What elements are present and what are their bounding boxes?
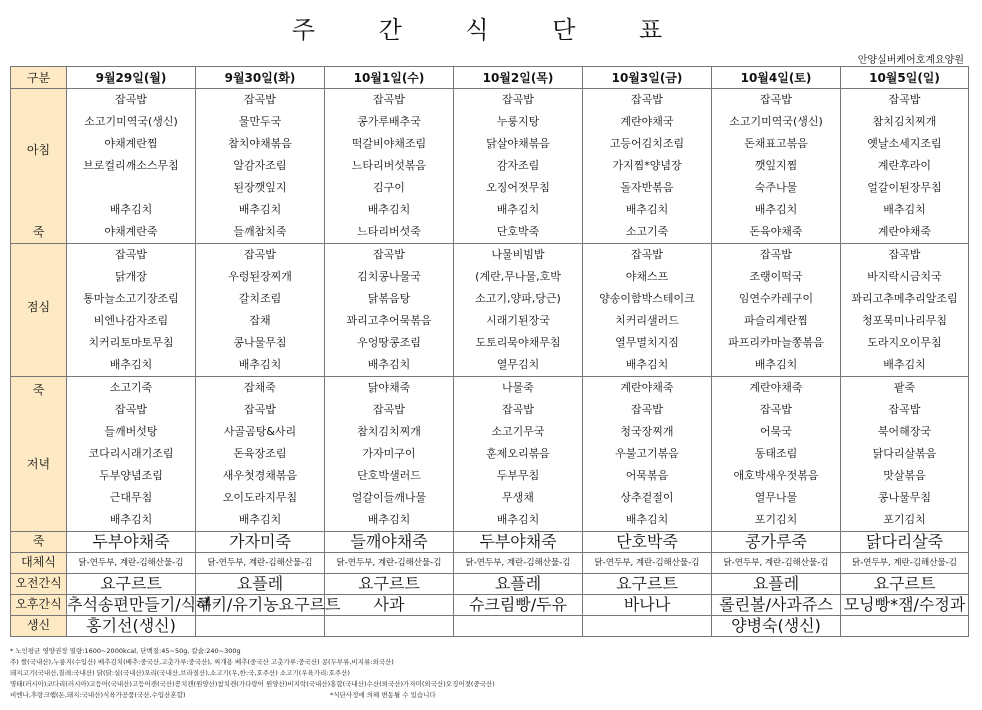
menu-item: 가자미죽 bbox=[229, 532, 291, 551]
menu-item: 물만두국 bbox=[238, 115, 282, 128]
menu-item bbox=[454, 616, 582, 636]
header-row bbox=[11, 67, 969, 89]
substitute-cell bbox=[841, 553, 969, 574]
lunch-label: 점심 bbox=[26, 300, 51, 314]
menu-item: 소고기죽 bbox=[109, 381, 153, 394]
menu-item: 깻잎지찜 bbox=[754, 159, 798, 172]
menu-item: 추석송편만들기/식혜 bbox=[67, 595, 212, 614]
lunch-cell bbox=[583, 244, 712, 377]
pm-snack-cell bbox=[325, 595, 454, 616]
footnote-line: 명태(러시아)코다리(러시아)고등어(국내산)고등어캔(국산)꽁치캔(원양산)참치캔(가다랑어 원양산)비지락(국내산)홍합(국내산)수산(외국산)가자미(외국산)오징어젓(중국산) bbox=[10, 680, 495, 688]
day-header: 9월30일(화) bbox=[196, 67, 325, 89]
menu-item: 갈치조림 bbox=[238, 292, 282, 305]
menu-item: 브로컬리깨소스무침 bbox=[83, 159, 179, 172]
menu-item: 어묵국 bbox=[760, 425, 792, 438]
menu-item: 훈제오리볶음 bbox=[486, 447, 550, 460]
menu-item: 닭-연두부, 계란-김해산물-김 bbox=[78, 558, 184, 568]
menu-item: 잡곡밥 bbox=[888, 93, 921, 106]
pm-snack-cell bbox=[583, 595, 712, 616]
menu-item: 돈육장조림 bbox=[233, 447, 287, 460]
menu-item: 도라지오이무침 bbox=[867, 336, 942, 349]
evening-porridge-cell bbox=[712, 532, 841, 553]
menu-item bbox=[841, 616, 968, 636]
menu-item: 들깨야채죽 bbox=[350, 532, 428, 551]
organization-name: 안양실버케어호계요양원 bbox=[857, 55, 964, 66]
breakfast-cell bbox=[454, 89, 583, 244]
menu-item: 요구르트 bbox=[100, 574, 162, 593]
birthday-cell bbox=[67, 616, 196, 637]
menu-item: 배추김치 bbox=[496, 513, 540, 526]
lunch-cell bbox=[67, 244, 196, 377]
dinner-porridge-label: 죽 bbox=[32, 383, 45, 397]
menu-item: 열무나물 bbox=[754, 491, 798, 504]
menu-item: 느타리버섯볶음 bbox=[351, 159, 427, 172]
menu-item: 우렁된장찌개 bbox=[228, 270, 292, 283]
menu-item: 양병숙(생신) bbox=[731, 616, 821, 635]
pm-snack-cell bbox=[712, 595, 841, 616]
menu-item: 들깨참치죽 bbox=[233, 225, 287, 238]
menu-item: 김치콩나물국 bbox=[357, 270, 421, 283]
menu-item: 두부야채죽 bbox=[479, 532, 557, 551]
evening-porridge-cell bbox=[67, 532, 196, 553]
menu-item: 잡채죽 bbox=[244, 381, 276, 394]
menu-item: 느타리버섯죽 bbox=[357, 225, 421, 238]
am-snack-cell bbox=[712, 574, 841, 595]
substitute-cell bbox=[67, 553, 196, 574]
menu-item bbox=[325, 616, 453, 636]
menu-item: 된장깻잎지 bbox=[233, 181, 287, 194]
menu-item: 소고기미역국(생신) bbox=[729, 115, 823, 128]
dinner-row bbox=[11, 377, 969, 532]
menu-item: 잡곡밥 bbox=[888, 248, 921, 261]
menu-item: 잡곡밥 bbox=[115, 248, 147, 261]
dinner-cell bbox=[196, 377, 325, 532]
birthday-cell bbox=[196, 616, 325, 637]
menu-item: 파프리카마늘쫑볶음 bbox=[728, 336, 824, 349]
pm-snack-cell bbox=[841, 595, 969, 616]
day-header: 10월5일(일) bbox=[841, 67, 969, 89]
menu-item: 배추김치 bbox=[883, 203, 926, 216]
menu-item: 배추김치 bbox=[109, 358, 153, 371]
menu-item: 닭-연두부, 계란-김해산물-김 bbox=[336, 558, 442, 568]
menu-item: 닭야채죽 bbox=[367, 381, 411, 394]
birthday-cell bbox=[712, 616, 841, 637]
menu-item: 소고기,양파,당근) bbox=[475, 292, 561, 305]
lunch-cell bbox=[196, 244, 325, 377]
menu-item: 배추김치 bbox=[109, 203, 153, 216]
menu-item: 닭다리살볶음 bbox=[872, 447, 937, 460]
menu-item: 요구르트 bbox=[873, 574, 936, 593]
lunch-cell bbox=[325, 244, 454, 377]
menu-item: 배추김치 bbox=[625, 358, 669, 371]
menu-item: 닭-연두부, 계란-김해산물-김 bbox=[207, 558, 313, 568]
menu-item: 배추김치 bbox=[883, 358, 926, 371]
menu-item: 슈크림빵/두유 bbox=[468, 595, 568, 614]
menu-item: 잡곡밥 bbox=[244, 93, 276, 106]
menu-item: 소고기무국 bbox=[491, 425, 545, 438]
menu-item: 잡채 bbox=[249, 314, 271, 327]
pm-snack-label: 오후간식 bbox=[11, 595, 67, 616]
breakfast-cell bbox=[712, 89, 841, 244]
menu-item: 홍기선(생신) bbox=[86, 616, 176, 635]
menu-item: 잡곡밥 bbox=[115, 403, 147, 416]
menu-item: 사골곰탕&사리 bbox=[223, 425, 297, 438]
menu-item: 배추김치 bbox=[367, 358, 411, 371]
menu-item: 소고기죽 bbox=[625, 225, 669, 238]
menu-item: 누룽지탕 bbox=[496, 115, 540, 128]
menu-item: 알감자조림 bbox=[233, 159, 287, 172]
menu-item: 오징어젓무침 bbox=[486, 181, 550, 194]
menu-item: 계란야채국 bbox=[620, 115, 674, 128]
menu-item: 참치김치찌개 bbox=[357, 425, 421, 438]
menu-item: 닭다리살죽 bbox=[865, 532, 944, 551]
am-snack-cell bbox=[841, 574, 969, 595]
menu-item: 배추김치 bbox=[238, 358, 282, 371]
menu-item: (계란,무나물,호박 bbox=[475, 270, 561, 283]
menu-item: 무생채 bbox=[502, 491, 534, 504]
day-header: 10월4일(토) bbox=[712, 67, 841, 89]
menu-item: 파슬리계란찜 bbox=[744, 314, 808, 327]
menu-item: 잡곡밥 bbox=[244, 403, 276, 416]
menu-item: 비엔나감자조림 bbox=[93, 314, 169, 327]
substitute-cell bbox=[712, 553, 841, 574]
menu-item: 바나나 bbox=[623, 595, 671, 614]
birthday-label: 생신 bbox=[11, 616, 67, 637]
evening-porridge-row bbox=[11, 532, 969, 553]
menu-item: 들깨버섯탕 bbox=[104, 425, 158, 438]
menu-item: 가지찜*양념장 bbox=[612, 159, 682, 172]
menu-item: 옛날소세지조림 bbox=[867, 137, 942, 150]
evening-porridge-cell bbox=[583, 532, 712, 553]
dinner-cell bbox=[67, 377, 196, 532]
menu-item: 닭-연두부, 계란-김해산물-김 bbox=[852, 558, 957, 568]
footnote-line: * 노인평균 영양권장 열량:1600~2000kcal, 단백질:45~50g, 칼슘:240~300g bbox=[10, 647, 241, 655]
menu-item: 오이도라지무침 bbox=[222, 491, 298, 504]
menu-item: 애호박새우젓볶음 bbox=[733, 469, 819, 482]
menu-item: 계란야채죽 bbox=[749, 381, 803, 394]
menu-item: 청국장찌개 bbox=[620, 425, 674, 438]
breakfast-cell bbox=[325, 89, 454, 244]
menu-item: 맛살볶음 bbox=[883, 469, 926, 482]
menu-item: 잡곡밥 bbox=[760, 248, 792, 261]
dinner-cell bbox=[712, 377, 841, 532]
lunch-row bbox=[11, 244, 969, 377]
menu-item: 잡곡밥 bbox=[502, 403, 534, 416]
birthday-cell bbox=[325, 616, 454, 637]
menu-item: 조랭이떡국 bbox=[749, 270, 803, 283]
menu-item: 잡곡밥 bbox=[502, 93, 534, 106]
menu-item: 롤린볼/사과쥬스 bbox=[719, 595, 833, 614]
evening-porridge-cell bbox=[454, 532, 583, 553]
menu-item: 얼갈이된장무침 bbox=[867, 181, 942, 194]
menu-item: 꽈리고추어묵볶음 bbox=[346, 314, 432, 327]
footnotes bbox=[10, 646, 970, 701]
birthday-cell bbox=[841, 616, 969, 637]
menu-item: 통마늘소고기장조림 bbox=[83, 292, 179, 305]
menu-item: 나물비빔밥 bbox=[491, 248, 545, 261]
menu-item: 잡곡밥 bbox=[115, 93, 147, 106]
menu-item: 두부양념조림 bbox=[99, 469, 163, 482]
menu-item: 콩가루죽 bbox=[745, 532, 807, 551]
evening-porridge-cell bbox=[325, 532, 454, 553]
birthday-row bbox=[11, 616, 969, 637]
menu-item: 계란야채죽 bbox=[877, 225, 932, 238]
day-header: 9월29일(월) bbox=[67, 67, 196, 89]
menu-item: 우불고기볶음 bbox=[615, 447, 679, 460]
menu-item: 양송이함박스테이크 bbox=[599, 292, 695, 305]
dinner-cell bbox=[325, 377, 454, 532]
menu-item: 요플레 bbox=[494, 574, 542, 593]
menu-item: 계란후라이 bbox=[877, 159, 932, 172]
lunch-cell bbox=[841, 244, 969, 377]
menu-item: 배추김치 bbox=[754, 203, 798, 216]
menu-item: 배추김치 bbox=[109, 513, 153, 526]
menu-item: 요구르트 bbox=[616, 574, 678, 593]
menu-item: 소고기미역국(생신) bbox=[84, 115, 178, 128]
dinner-label: 저녁 bbox=[26, 457, 51, 471]
menu-item: 콩가루배추국 bbox=[357, 115, 421, 128]
am-snack-cell bbox=[67, 574, 196, 595]
menu-item: 닭개장 bbox=[115, 270, 147, 283]
dinner-cell bbox=[583, 377, 712, 532]
menu-item: 모닝빵*잼/수정과 bbox=[843, 595, 966, 614]
am-snack-cell bbox=[325, 574, 454, 595]
menu-item bbox=[583, 616, 711, 636]
menu-item: 코다리시래기조림 bbox=[88, 447, 174, 460]
substitute-cell bbox=[325, 553, 454, 574]
menu-item: 배추김치 bbox=[625, 513, 669, 526]
breakfast-cell bbox=[583, 89, 712, 244]
menu-item: 잡곡밥 bbox=[760, 93, 792, 106]
footnote-line: 돼지고기(국내산,칠레:국내산) 닭(닭:실(국내산)오리(국내산,브라질산),소고기(우,한:국,호주산) 소고기(우육가리:호주산) bbox=[10, 669, 350, 677]
menu-item: 열무멸치지짐 bbox=[615, 336, 679, 349]
menu-item: 배추김치 bbox=[367, 203, 411, 216]
day-header: 10월2일(목) bbox=[454, 67, 583, 89]
menu-item: 치커리샐러드 bbox=[615, 314, 679, 327]
menu-item: 닭-연두부, 계란-김해산물-김 bbox=[594, 558, 700, 568]
evening-porridge-cell bbox=[841, 532, 969, 553]
menu-item: 돌자반볶음 bbox=[620, 181, 674, 194]
menu-item: 요플레 bbox=[236, 574, 284, 593]
day-header: 10월3일(금) bbox=[583, 67, 712, 89]
menu-item: 야채스프 bbox=[625, 270, 669, 283]
breakfast-row bbox=[11, 89, 969, 244]
menu-item: 돈육야채죽 bbox=[749, 225, 803, 238]
breakfast-label: 아침 bbox=[26, 143, 51, 157]
am-snack-cell bbox=[454, 574, 583, 595]
am-snack-row bbox=[11, 574, 969, 595]
menu-item: 쿠키/유기농요구르트 bbox=[196, 595, 341, 614]
birthday-cell bbox=[454, 616, 583, 637]
breakfast-porridge-label: 죽 bbox=[32, 225, 45, 239]
menu-item: 야채계란찜 bbox=[104, 137, 158, 150]
menu-item: 포기김치 bbox=[754, 513, 798, 526]
pm-snack-cell bbox=[454, 595, 583, 616]
menu-item: 감자조림 bbox=[496, 159, 540, 172]
menu-item: 단호박죽 bbox=[616, 532, 678, 551]
menu-item: 가자미구이 bbox=[362, 447, 416, 460]
menu-item: 배추김치 bbox=[238, 203, 282, 216]
breakfast-cell bbox=[841, 89, 969, 244]
menu-item: 단호박죽 bbox=[496, 225, 540, 238]
menu-item: 잡곡밥 bbox=[631, 403, 663, 416]
weekly-menu-table bbox=[10, 66, 969, 637]
am-snack-cell bbox=[583, 574, 712, 595]
substitute-label: 대체식 bbox=[11, 553, 67, 574]
lunch-label-cell bbox=[11, 244, 67, 377]
dinner-cell bbox=[454, 377, 583, 532]
menu-item: 배추김치 bbox=[238, 513, 282, 526]
menu-item: 돈채표고볶음 bbox=[744, 137, 808, 150]
menu-item: 참치김치찌개 bbox=[872, 115, 937, 128]
menu-item: 숙주나물 bbox=[754, 181, 798, 194]
menu-item: 요플레 bbox=[752, 574, 800, 593]
menu-item: 고등어김치조림 bbox=[609, 137, 685, 150]
substitute-row bbox=[11, 553, 969, 574]
menu-item: 어묵볶음 bbox=[625, 469, 669, 482]
footnote-line bbox=[10, 690, 970, 701]
menu-item bbox=[67, 177, 195, 199]
menu-item: 김구이 bbox=[373, 181, 405, 194]
menu-item: 배추김치 bbox=[754, 358, 798, 371]
menu-item: 잡곡밥 bbox=[373, 403, 405, 416]
breakfast-cell bbox=[196, 89, 325, 244]
menu-item: 북어해장국 bbox=[877, 425, 932, 438]
pm-snack-row bbox=[11, 595, 969, 616]
menu-item: 사과 bbox=[373, 595, 405, 614]
footnote-text: 비엔나,후랑크햄(돈,돼지:국내산)식육가공품(국산,수입산혼합) bbox=[10, 691, 186, 699]
evening-porridge-label: 죽 bbox=[11, 532, 67, 553]
menu-item: 잡곡밥 bbox=[244, 248, 276, 261]
menu-item: 열무김치 bbox=[496, 358, 540, 371]
menu-item: 잡곡밥 bbox=[631, 93, 663, 106]
birthday-cell bbox=[583, 616, 712, 637]
pm-snack-cell bbox=[67, 595, 212, 616]
header-corner: 구분 bbox=[11, 67, 67, 89]
menu-item: 콩나물무침 bbox=[233, 336, 287, 349]
menu-item: 배추김치 bbox=[625, 203, 669, 216]
menu-item: 우엉땅콩조림 bbox=[357, 336, 421, 349]
menu-item: 배추김치 bbox=[496, 203, 540, 216]
menu-item: 떡갈비야채조림 bbox=[351, 137, 427, 150]
menu-item: 나물죽 bbox=[502, 381, 534, 394]
menu-item: 요구르트 bbox=[358, 574, 420, 593]
menu-item: 배추김치 bbox=[367, 513, 411, 526]
breakfast-label-cell bbox=[11, 89, 67, 244]
menu-item: 야채계란죽 bbox=[104, 225, 158, 238]
breakfast-cell bbox=[67, 89, 196, 244]
lunch-cell bbox=[712, 244, 841, 377]
menu-item: 치커리토마토무침 bbox=[88, 336, 174, 349]
menu-item: 상추겉절이 bbox=[620, 491, 674, 504]
lunch-cell bbox=[454, 244, 583, 377]
menu-item: 청포묵미나리무침 bbox=[861, 314, 947, 327]
dinner-label-cell bbox=[11, 377, 67, 532]
menu-item: 팥죽 bbox=[893, 381, 916, 394]
menu-item: 닭볶음탕 bbox=[367, 292, 411, 305]
menu-item: 바지락시금치국 bbox=[867, 270, 942, 283]
menu-item: 콩나물무침 bbox=[877, 491, 932, 504]
menu-item: 근대무침 bbox=[109, 491, 153, 504]
menu-item: 잡곡밥 bbox=[631, 248, 663, 261]
menu-item: 시래기된장국 bbox=[486, 314, 550, 327]
menu-item: 얼갈이들깨나물 bbox=[351, 491, 427, 504]
menu-item: 닭-연두부, 계란-김해산물-김 bbox=[723, 558, 829, 568]
menu-item: 계란야채죽 bbox=[620, 381, 674, 394]
menu-item: 잡곡밥 bbox=[373, 93, 405, 106]
menu-item: 단호박샐러드 bbox=[357, 469, 421, 482]
substitute-cell bbox=[454, 553, 583, 574]
menu-item: 도토리묵야채무침 bbox=[475, 336, 561, 349]
page-title: 주 간 식 단 표 bbox=[291, 16, 691, 44]
menu-item: 동태조림 bbox=[754, 447, 798, 460]
day-header: 10월1일(수) bbox=[325, 67, 454, 89]
menu-item: 잡곡밥 bbox=[888, 403, 921, 416]
evening-porridge-cell bbox=[196, 532, 325, 553]
substitute-cell bbox=[196, 553, 325, 574]
footnote-change-notice: *식단사정에 의해 변동될 수 있습니다 bbox=[330, 691, 436, 699]
menu-item: 참치야채볶음 bbox=[228, 137, 292, 150]
menu-item: 두부야채죽 bbox=[92, 532, 170, 551]
menu-item: 잡곡밥 bbox=[760, 403, 792, 416]
am-snack-label: 오전간식 bbox=[11, 574, 67, 595]
menu-item: 포기김치 bbox=[883, 513, 926, 526]
menu-item: 새우첫경채볶음 bbox=[222, 469, 298, 482]
menu-item: 잡곡밥 bbox=[373, 248, 405, 261]
menu-item: 닭-연두부, 계란-김해산물-김 bbox=[465, 558, 571, 568]
menu-item bbox=[196, 616, 324, 636]
substitute-cell bbox=[583, 553, 712, 574]
menu-item: 두부무침 bbox=[496, 469, 540, 482]
menu-item: 꽈리고추메추리알조림 bbox=[851, 292, 958, 305]
footnote-line: 주) 쌀(국내산),누룽지(수입산) 배추김치(배추:중국산,고춧가루:중국산), 찌개용 배추(중국산 고춧가루:중국산) 콩(두부류,비지류:외국산) bbox=[10, 658, 394, 666]
menu-item: 임연수카레구이 bbox=[738, 292, 814, 305]
pm-snack-cell bbox=[196, 595, 341, 616]
dinner-cell bbox=[841, 377, 969, 532]
am-snack-cell bbox=[196, 574, 325, 595]
menu-item: 닭살야채볶음 bbox=[486, 137, 550, 150]
